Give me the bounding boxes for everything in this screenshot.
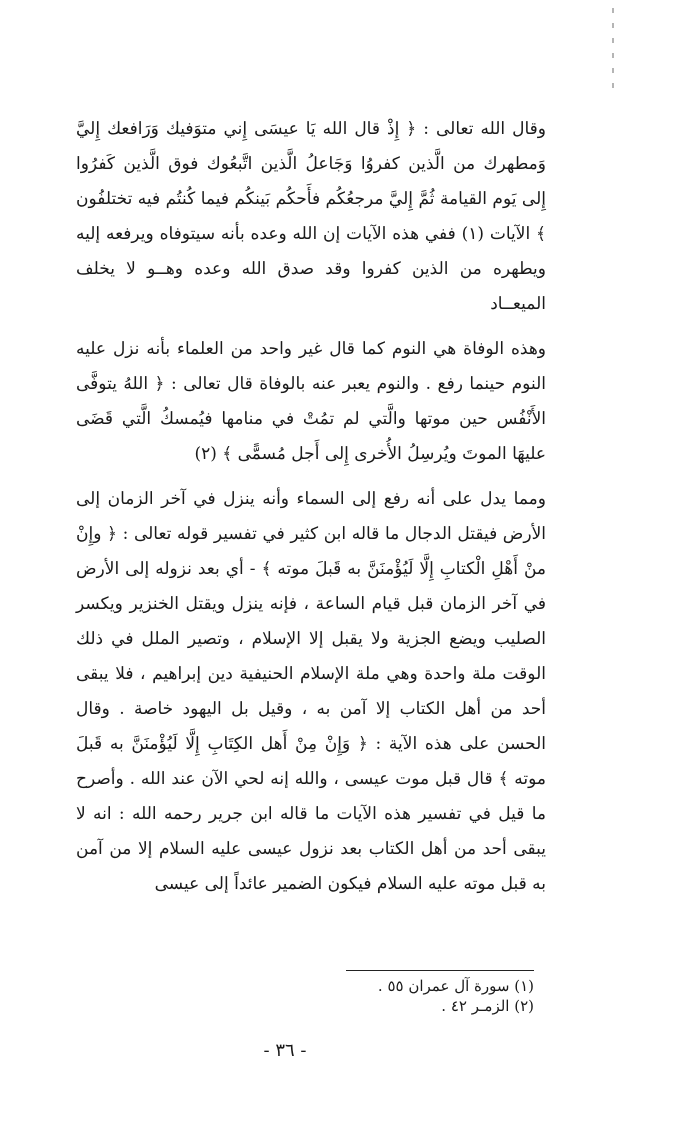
margin-mark: [612, 8, 614, 13]
margin-mark: [612, 68, 614, 73]
paragraph-2: وهذه الوفاة هي النوم كما قال غير واحد من العلماء بأنه نزل عليه النوم حينما رفع . والنوم يعبر عنه بالوفاة قال تعالى : ﴿ اللهُ يتوفَّى الأَنْفُس حين موتها والَّتي لم تمُتْ في منامها فيُمسكُ الَّتي قَضَى عليهَا الموتَ ويُرسِلُ الأُخرى إِلى أَجل مُسمًّى ﴾ (٢): [76, 339, 546, 464]
page-number: - ٣٦ -: [263, 1040, 307, 1061]
paragraph-1: وقال الله تعالى : ﴿ إِذْ قال الله يَا عيسَى إِني متوَفيك وَرَافعك إِليَّ وَمطهرك من الَّذين كفروُا وَجَاعلُ الَّذين اتَّبعُوك فوق الَّذين كَفرُوا إِلى يَوم القيامة ثُمَّ إِليَّ مرجعُكُم فأَحكُم بَينكُم فيما كُنتُم فيه تختلفُون ﴾ الآيات (١) ففي هذه الآيات إن الله وعده بأنه سيتوفاه ويرفعه إليه ويطهره من الذين كفروا وقد صدق الله وعده وهــو لا يخلف الميعــاد: [76, 119, 546, 314]
footnote-divider: [346, 970, 534, 971]
footnote-2: (٢) الزمـر ٤٢ .: [441, 997, 534, 1015]
margin-mark: [612, 53, 614, 58]
footnotes: [330, 976, 534, 1016]
margin-marks: [608, 8, 618, 118]
paragraph-3: ومما يدل على أنه رفع إلى السماء وأنه ينزل في آخر الزمان إلى الأرض فيقتل الدجال ما قاله ابن كثير في تفسير قوله تعالى : ﴿ وإِنْ منْ أَهْلِ الْكتابِ إِلَّا لَيُؤْمنَنَّ به قَبلَ موته ﴾ - أي بعد نزوله إلى الأرض في آخر الزمان قبل قيام الساعة ، فإنه ينزل ويقتل الخنزير ويكسر الصليب ويضع الجزية ولا يقبل إلا الإسلام ، وتصير الملل في ذلك الوقت ملة واحدة وهي ملة الإسلام الحنيفية دين إبراهيم ، فلا يبقى أحد من أهل الكتاب إلا آمن به ، وقيل بل اليهود خاصة . وقال الحسن على هذه الآية : ﴿ وَإِنْ مِنْ أَهل الكِتَابِ إِلَّا لَيُؤْمنَنَّ به قَبلَ موته ﴾ قال قبل موت عيسى ، والله إنه لحي الآن عند الله . وأصرح ما قيل في تفسير هذه الآيات ما قاله ابن جرير رحمه الله : انه لا يبقى أحد من أهل الكتاب بعد نزول عيسى عليه السلام إلا من آمن به قبل موته عليه السلام فيكون الضمير عائداً إلى عيسى: [76, 489, 546, 894]
margin-mark: [612, 38, 614, 43]
margin-mark: [612, 83, 614, 88]
margin-mark: [612, 23, 614, 28]
main-text: [76, 112, 546, 902]
footnote-1: (١) سورة آل عمران ٥٥ .: [377, 977, 534, 995]
